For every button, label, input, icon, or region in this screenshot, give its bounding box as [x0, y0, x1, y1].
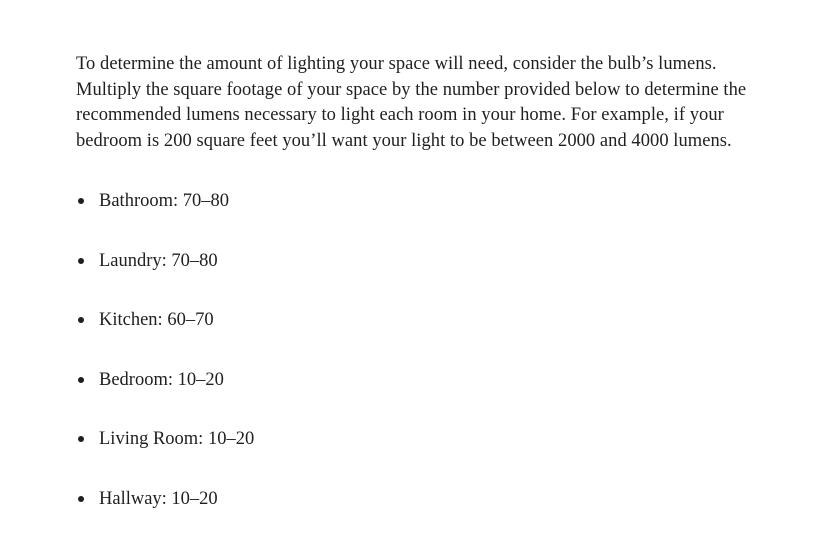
- list-item-label: Bathroom: 70–80: [99, 191, 230, 211]
- bullet-icon: [78, 377, 84, 383]
- intro-paragraph: [76, 52, 756, 154]
- bullet-icon: [78, 436, 84, 442]
- list-item: [76, 426, 756, 486]
- bullet-icon: [78, 496, 84, 502]
- bullet-icon: [78, 198, 84, 204]
- list-item-label: Bedroom: 10–20: [99, 369, 224, 390]
- intro-line: bedroom is 200 square feet you’ll want your light to be between 2000 and 4000 lumens.: [76, 130, 732, 151]
- intro-line: To determine the amount of lighting your space will need, consider the bulb’s lumens.: [76, 54, 717, 74]
- list-item-label: Living Room: 10–20: [99, 429, 255, 450]
- bullet-icon: [78, 317, 84, 323]
- list-item-label: Kitchen: 60–70: [99, 310, 214, 331]
- article-content: [76, 52, 756, 546]
- intro-line: Multiply the square footage of your space by the number provided below to determine the: [76, 79, 747, 100]
- lumens-list: [76, 188, 756, 546]
- bullet-icon: [78, 258, 84, 264]
- intro-line: recommended lumens necessary to light each room in your home. For example, if your: [76, 105, 724, 125]
- list-item: [76, 486, 756, 546]
- list-item: [76, 188, 756, 248]
- list-item: [76, 367, 756, 427]
- list-item-label: Laundry: 70–80: [99, 250, 218, 271]
- list-item-label: Hallway: 10–20: [99, 488, 218, 509]
- list-item: [76, 307, 756, 367]
- list-item: [76, 248, 756, 308]
